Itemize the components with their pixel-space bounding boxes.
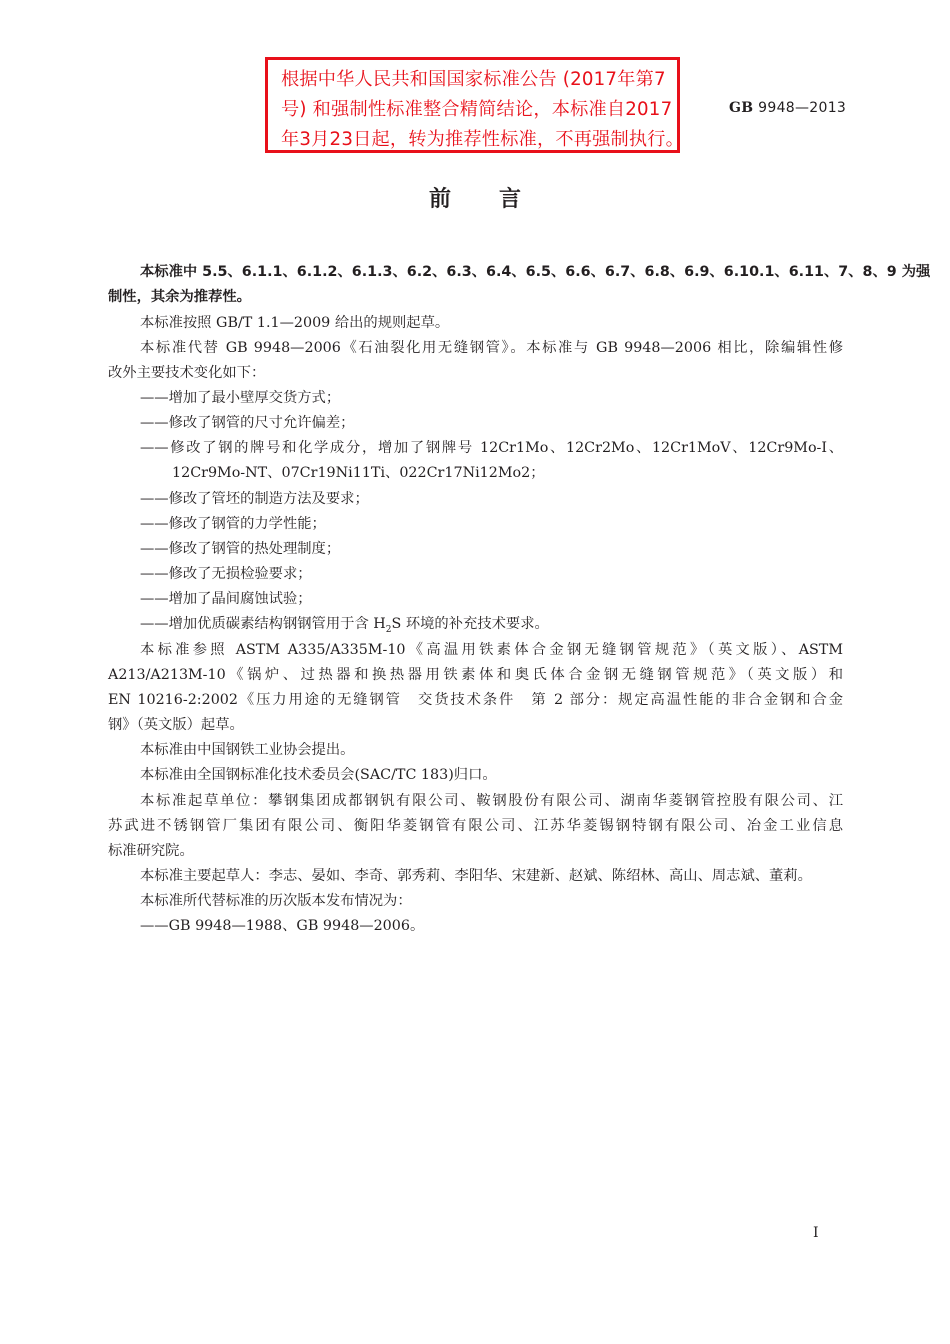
paragraph-line: 改外主要技术变化如下： (108, 365, 266, 381)
standard-code (729, 100, 846, 116)
change-item: ——修改了钢管的力学性能； (140, 516, 326, 532)
paragraph-line: EN 10216-2:2002《压力用途的无缝钢管 交货技术条件 第 2 部分：规定高温性能的非合金钢和合金 (108, 692, 843, 708)
paragraph-line: 苏武进不锈钢管厂集团有限公司、衡阳华菱钢管有限公司、江苏华菱锡钢特钢有限公司、冶金工业信息 (108, 818, 843, 834)
notice-line: 号) 和强制性标准整合精简结论，本标准自2017 (281, 99, 673, 120)
page-number: I (813, 1225, 819, 1241)
notice-line: 年3月23日起，转为推荐性标准，不再强制执行。 (281, 129, 685, 150)
paragraph-line: 本标准由全国钢标准化技术委员会(SAC/TC 183)归口。 (140, 767, 497, 783)
paragraph-line: 本标准中 5.5、6.1.1、6.1.2、6.1.3、6.2、6.3、6.4、6.5、6.6、6.7、6.8、6.9、6.10.1、6.11、7、8、9 为强 (140, 264, 931, 280)
standard-code-number: 9948—2013 (758, 100, 847, 116)
page-title: 前言 (428, 187, 569, 212)
change-item: ——修改了无损检验要求； (140, 566, 312, 582)
paragraph-line: 制性，其余为推荐性。 (108, 289, 251, 305)
change-item: ——修改了钢的牌号和化学成分，增加了钢牌号 12Cr1Mo、12Cr2Mo、12Cr1MoV、12Cr9Mo-I、 (140, 440, 843, 456)
change-item-continuation: 12Cr9Mo-NT、07Cr19Ni11Ti、022Cr17Ni12Mo2； (172, 465, 545, 481)
change-item: ——修改了钢管的尺寸允许偏差； (140, 415, 355, 431)
paragraph-line: 标准研究院。 (108, 843, 194, 859)
standard-status-notice (265, 57, 685, 153)
paragraph-line: A213/A213M-10《锅炉、过热器和换热器用铁素体和奥氏体合金钢无缝钢管规范》（英文版）和 (108, 667, 843, 683)
change-item: ——增加了晶间腐蚀试验； (140, 591, 312, 607)
paragraph-line: 本标准由中国钢铁工业协会提出。 (140, 742, 355, 758)
change-item: ——修改了管坯的制造方法及要求； (140, 491, 369, 507)
paragraph-line: ——GB 9948—1988、GB 9948—2006。 (140, 918, 425, 934)
change-item (140, 614, 549, 640)
subscript: 2 (385, 624, 392, 635)
change-item-text: ——增加优质碳素结构钢钢管用于含 H (140, 616, 386, 632)
paragraph-line: 本标准按照 GB/T 1.1—2009 给出的规则起草。 (140, 315, 450, 331)
paragraph-line: 本标准主要起草人：李志、晏如、李奇、郭秀莉、李阳华、宋建新、赵斌、陈绍林、高山、周志斌、董莉。 (140, 868, 812, 884)
paragraph-line: 本标准所代替标准的历次版本发布情况为： (140, 893, 412, 909)
change-item: ——增加了最小壁厚交货方式； (140, 390, 341, 406)
paragraph-line: 钢》（英文版）起草。 (108, 717, 244, 733)
change-item: ——修改了钢管的热处理制度； (140, 541, 341, 557)
notice-line: 根据中华人民共和国国家标准公告 (2017年第7 (281, 69, 666, 90)
paragraph-line: 本标准起草单位：攀钢集团成都钢钒有限公司、鞍钢股份有限公司、湖南华菱钢管控股有限公司、江 (140, 793, 843, 809)
standard-code-prefix: GB (729, 100, 754, 116)
paragraph-line: 本标准参照 ASTM A335/A335M-10《高温用铁素体合金钢无缝钢管规范》（英文版）、ASTM (140, 642, 843, 658)
change-item-text: S 环境的补充技术要求。 (391, 616, 549, 632)
paragraph-line: 本标准代替 GB 9948—2006《石油裂化用无缝钢管》。本标准与 GB 9948—2006 相比，除编辑性修 (140, 340, 843, 356)
